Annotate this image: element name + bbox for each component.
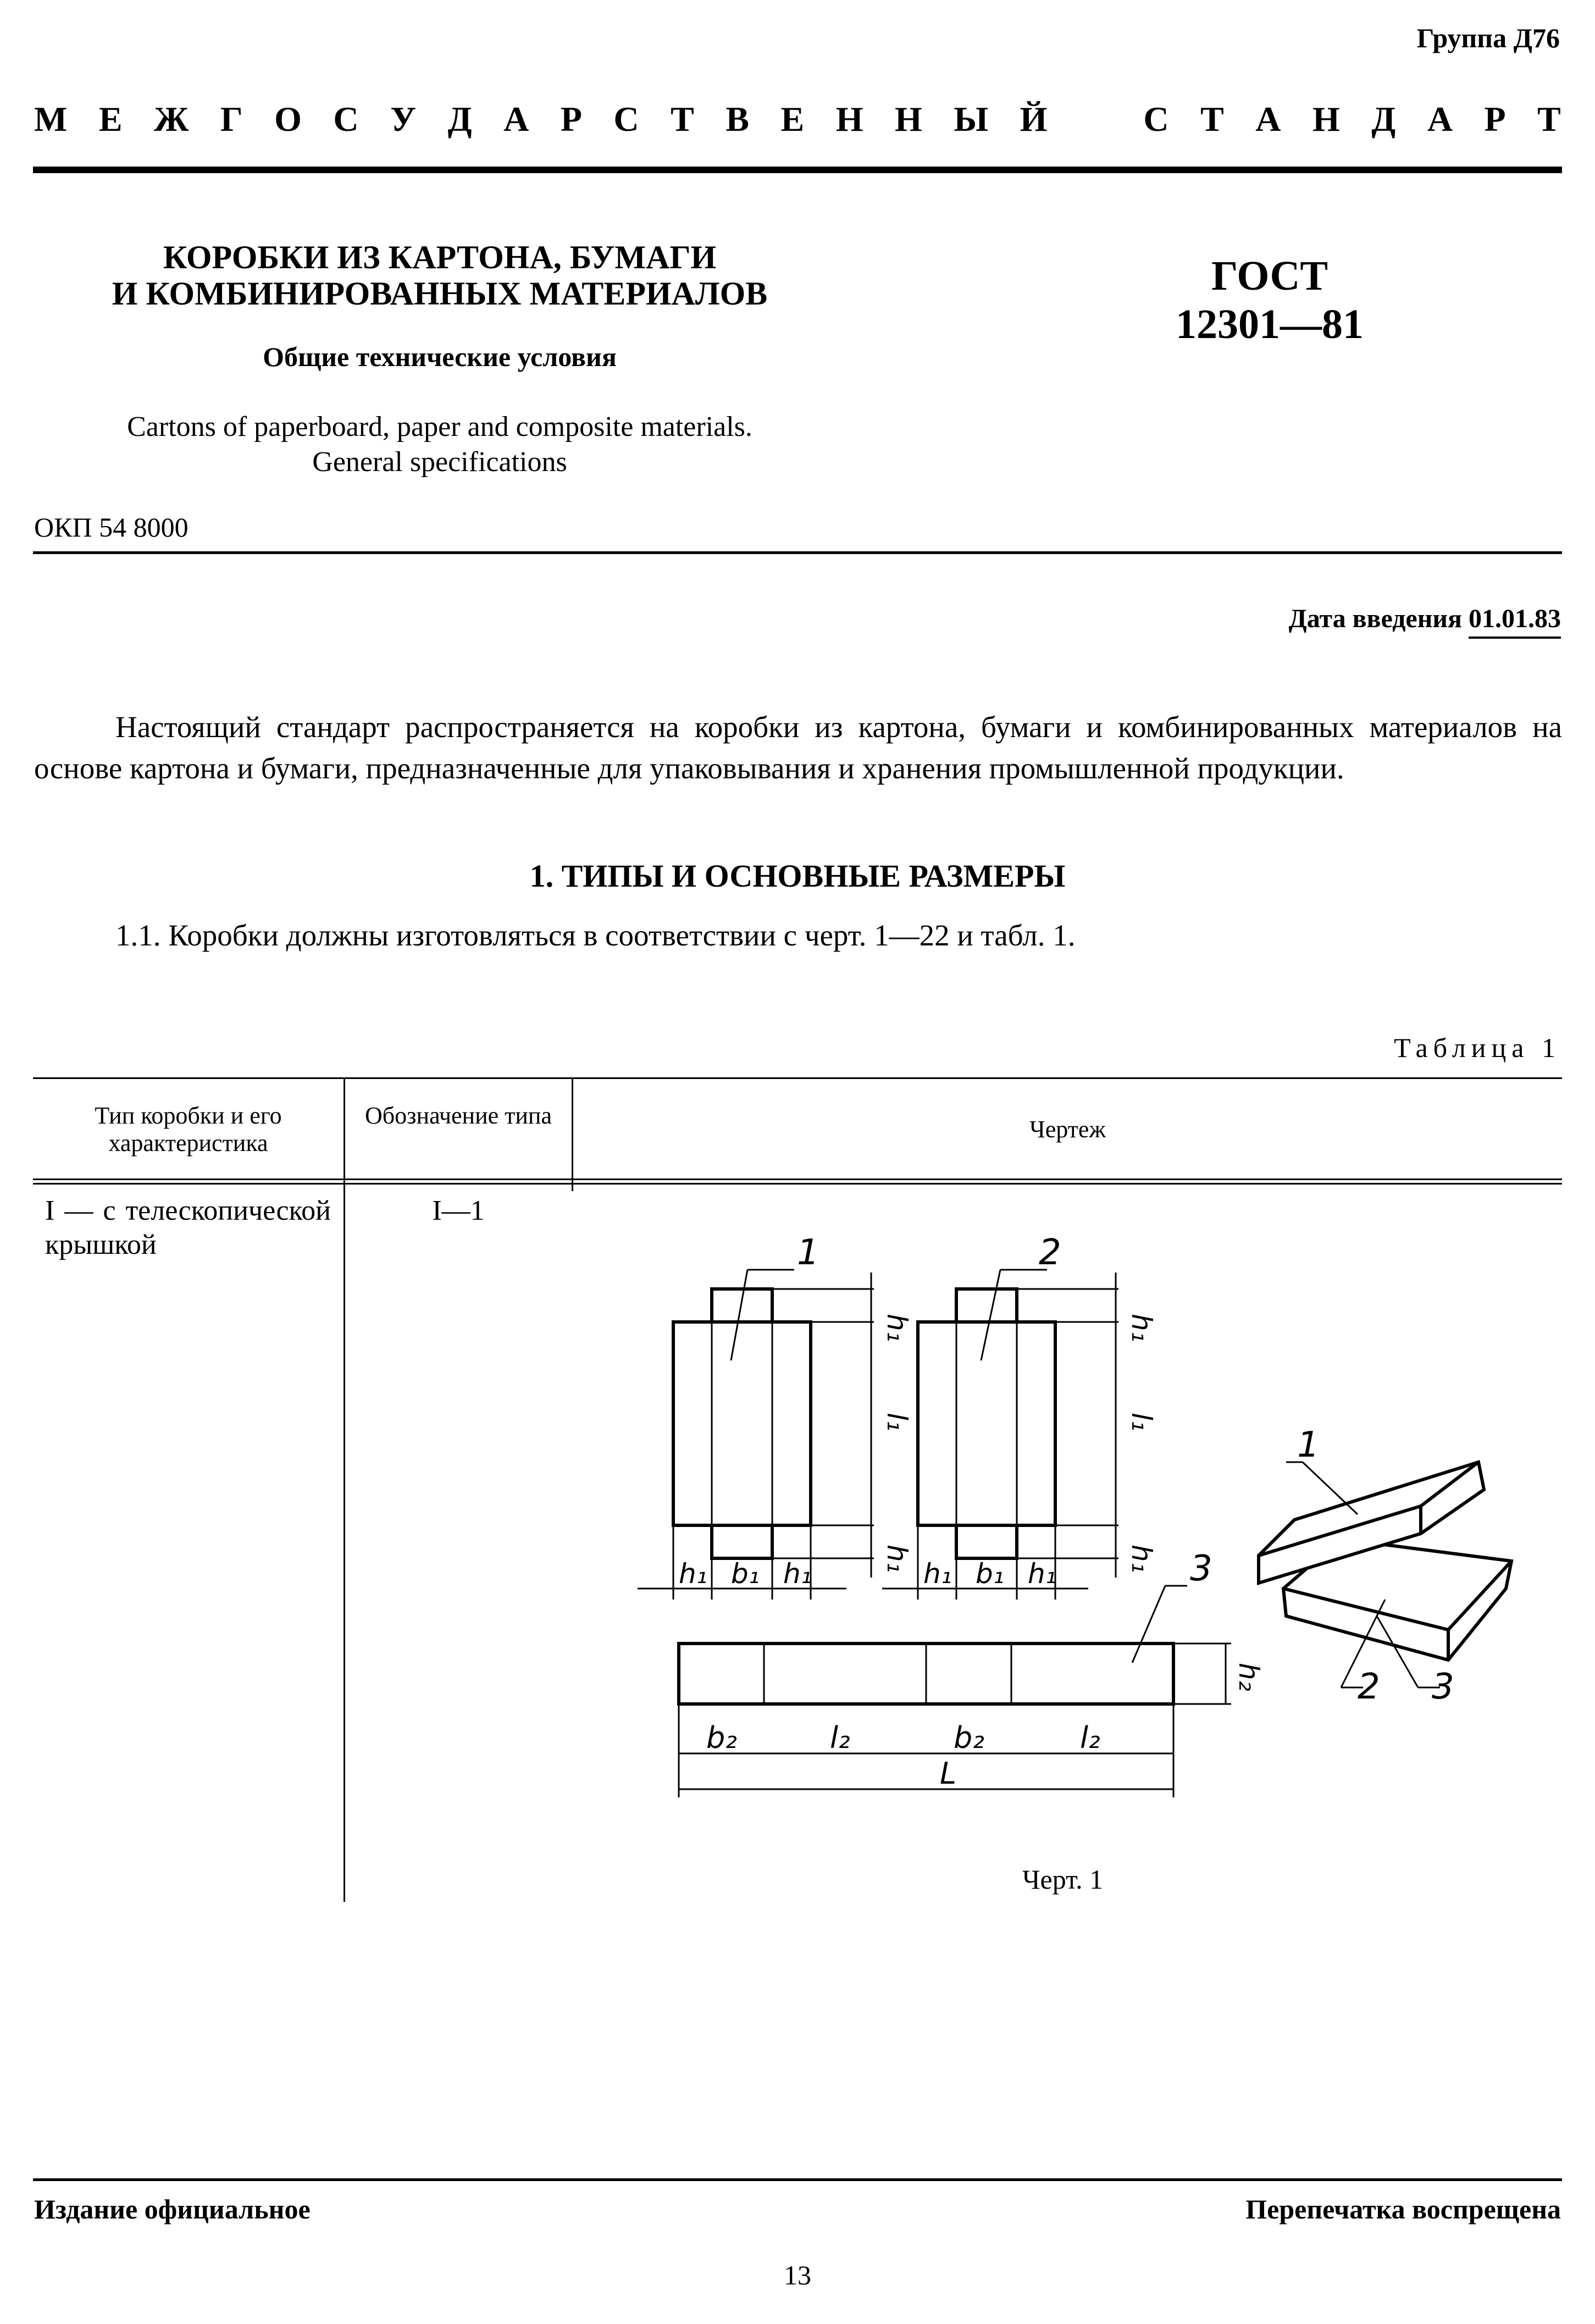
svg-text:h₁: h₁	[881, 1314, 913, 1342]
svg-text:l₁: l₁	[881, 1413, 913, 1431]
svg-text:h₁: h₁	[1126, 1545, 1158, 1573]
footer-official-edition: Издание официальное	[34, 2194, 311, 2225]
svg-text:b₁: b₁	[731, 1558, 760, 1590]
effective-date-value: 01.01.83	[1469, 604, 1561, 639]
effective-date: Дата введения 01.01.83	[1289, 604, 1561, 634]
svg-text:h₁: h₁	[881, 1545, 913, 1573]
svg-text:2: 2	[1358, 1667, 1380, 1707]
svg-text:b₂: b₂	[954, 1720, 984, 1755]
svg-text:l₁: l₁	[1126, 1413, 1158, 1431]
header-rule	[33, 167, 1562, 173]
footer-reprint-prohibited: Перепечатка воспрещена	[1245, 2194, 1561, 2225]
interstate-standard-banner: М Е Ж Г О С У Д А Р С Т В Е Н Н Ы Й С Т А Н Д А Р Т	[34, 99, 1561, 139]
svg-text:h₁: h₁	[923, 1558, 952, 1590]
group-label: Группа Д76	[1416, 23, 1560, 53]
title-block-rule	[33, 551, 1562, 554]
intro-paragraph: Настоящий стандарт распространяется на коробки из картона, бумаги и комбинированных материалов на основе картона и бумаги, предназначенные для упаковывания и хранения промышленной продукции.	[34, 710, 1562, 785]
blank-bottom	[918, 1289, 1055, 1558]
page-number: 13	[784, 2260, 811, 2290]
svg-text:h₁: h₁	[1028, 1558, 1056, 1590]
svg-text:l₂: l₂	[830, 1720, 850, 1755]
header-type: Тип коробки и его характеристика	[95, 1102, 282, 1157]
row-designation: I—1	[432, 1195, 485, 1226]
svg-text:h₁: h₁	[1126, 1314, 1158, 1342]
svg-text:b₂: b₂	[706, 1720, 737, 1755]
standard-title: КОРОБКИ ИЗ КАРТОНА, БУМАГИ И КОМБИНИРОВАННЫХ МАТЕРИАЛОВ	[112, 239, 768, 312]
svg-text:b₁: b₁	[976, 1558, 1004, 1590]
box-drawing	[583, 1226, 1550, 1819]
english-title: Cartons of paperboard, paper and composite materials. General specifications	[127, 411, 752, 478]
blank-lid	[673, 1289, 811, 1558]
svg-text:h₁: h₁	[679, 1558, 707, 1590]
footer-rule	[33, 2178, 1562, 2181]
standard-subtitle: Общие технические условия	[263, 341, 617, 372]
svg-text:h₁: h₁	[783, 1558, 812, 1590]
svg-text:h₂: h₂	[1233, 1663, 1265, 1691]
header-drawing: Чертеж	[1029, 1116, 1106, 1143]
row-type: I — с телескопической крышкой	[45, 1195, 331, 1260]
header-designation: Обозначение типа	[365, 1102, 552, 1129]
svg-text:l₂: l₂	[1080, 1720, 1100, 1755]
svg-text:L: L	[940, 1756, 957, 1791]
svg-text:3: 3	[1190, 1548, 1212, 1589]
table-caption: Таблица 1	[1394, 1032, 1561, 1063]
svg-text:3: 3	[1432, 1667, 1454, 1707]
svg-text:1: 1	[1297, 1425, 1320, 1465]
gost-designation: ГОСТ 12301—81	[1176, 253, 1364, 347]
drawing-caption: Черт. 1	[1022, 1864, 1104, 1895]
clause-1-1: 1.1. Коробки должны изготовляться в соответствии с черт. 1—22 и табл. 1.	[115, 918, 1076, 952]
okp-code: ОКП 54 8000	[34, 512, 189, 543]
svg-text:2: 2	[1039, 1232, 1061, 1273]
section-title: 1. ТИПЫ И ОСНОВНЫЕ РАЗМЕРЫ	[529, 858, 1066, 894]
svg-text:1: 1	[797, 1232, 819, 1273]
